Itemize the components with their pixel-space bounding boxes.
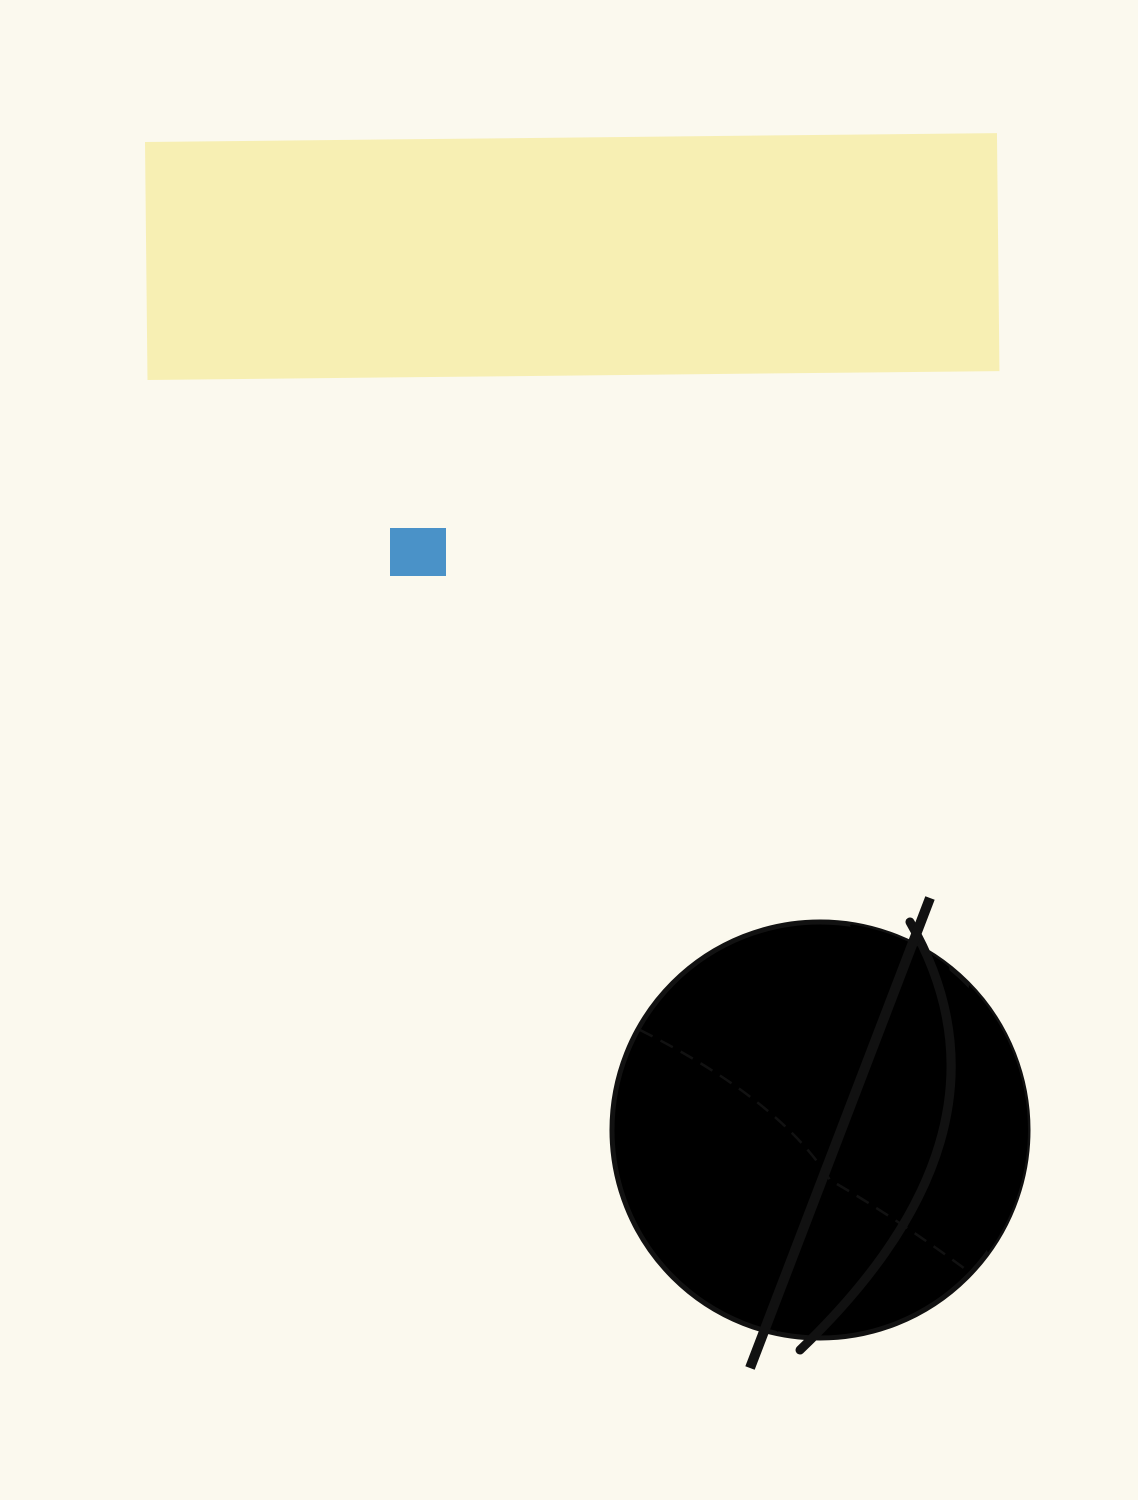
text-line	[162, 725, 1010, 732]
text-line	[162, 725, 1010, 732]
general-text-3	[222, 299, 979, 307]
paragraph-1	[162, 725, 1010, 732]
text-line	[162, 725, 1010, 732]
notes-box	[145, 133, 999, 380]
concepts-line	[205, 147, 977, 185]
ocean	[612, 922, 1028, 1338]
chapter-number	[390, 528, 446, 576]
general-line	[206, 235, 978, 273]
globe-figure	[600, 880, 1040, 1380]
text-line	[162, 725, 1010, 732]
text-line	[162, 725, 1010, 732]
text-line	[162, 725, 1010, 732]
general-text-4	[149, 329, 979, 338]
